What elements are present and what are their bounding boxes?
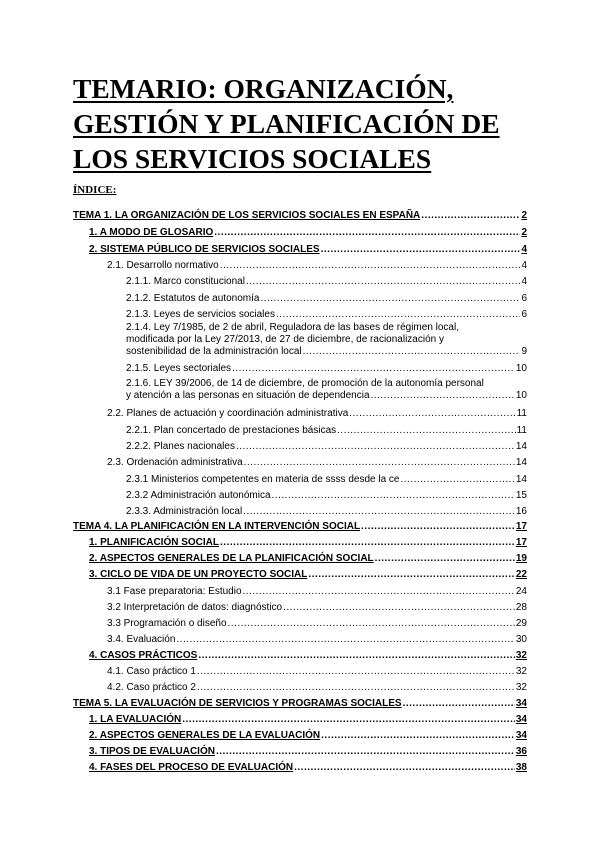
toc-entry[interactable]: 4.1. Caso práctico 1 ..... 32: [107, 664, 527, 678]
toc-entry[interactable]: 4.2. Caso práctico 2 ..... 32: [107, 680, 527, 694]
toc-entry[interactable]: 2.3.1 Ministerios competentes en materia de ssss desde la ce ..... 14: [126, 472, 527, 486]
title-line: TEMARIO: ORGANIZACIÓN,: [73, 73, 454, 104]
toc-entry[interactable]: 3.4. Evaluación ..... 30: [107, 632, 527, 646]
toc-entry[interactable]: 2.1.2. Estatutos de autonomía ..... 6: [126, 291, 527, 305]
toc-entry[interactable]: 2. ASPECTOS GENERALES DE LA EVALUACIÓN ..... 34: [89, 728, 527, 742]
toc-entry[interactable]: TEMA 4. LA PLANIFICACIÓN EN LA INTERVENCIÓN SOCIAL ..... 17: [73, 519, 527, 533]
toc-entry[interactable]: 2.2.2. Planes nacionales ..... 14: [126, 439, 527, 453]
toc-entry-multiline[interactable]: 2.1.4. Ley 7/1985, de 2 de abril, Reguladora de las bases de régimen local, modificada por la Ley 27/2013, de 27 de diciembre, de racionalización y sostenibilidad de la administración local ..... 9: [126, 322, 527, 358]
toc-entry[interactable]: 2.1.1. Marco constitucional ..... 4: [126, 274, 527, 288]
toc-entry[interactable]: 3. CICLO DE VIDA DE UN PROYECTO SOCIAL ..... 22: [89, 567, 527, 581]
toc-entry[interactable]: 3.1 Fase preparatoria: Estudio ..... 24: [107, 584, 527, 598]
toc-entry[interactable]: 2.2.1. Plan concertado de prestaciones básicas ..... 11: [126, 423, 527, 437]
index-heading: ÍNDICE:: [73, 184, 117, 196]
toc-entry[interactable]: 2.1.3. Leyes de servicios sociales ..... 6: [126, 307, 527, 321]
title-line: GESTIÓN Y PLANIFICACIÓN DE: [73, 108, 500, 139]
toc-entry[interactable]: 2.3. Ordenación administrativa ..... 14: [107, 455, 527, 469]
toc-entry[interactable]: 3.2 Interpretación de datos: diagnóstico ..... 28: [107, 600, 527, 614]
toc-entry-multiline[interactable]: 2.1.6. LEY 39/2006, de 14 de diciembre, de promoción de la autonomía personal y atención a las personas en situación de dependencia ..... 10: [126, 378, 527, 402]
toc-entry[interactable]: 1. A MODO DE GLOSARIO ..... 2: [89, 225, 527, 239]
toc-entry[interactable]: 2.3.3. Administración local ..... 16: [126, 504, 527, 518]
toc-entry[interactable]: TEMA 1. LA ORGANIZACIÓN DE LOS SERVICIOS SOCIALES EN ESPAÑA ..... 2: [73, 208, 527, 222]
toc-entry[interactable]: 1. LA EVALUACIÓN ..... 34: [89, 712, 527, 726]
toc-entry[interactable]: 4. CASOS PRÁCTICOS ..... 32: [89, 648, 527, 662]
toc-entry[interactable]: 2.1. Desarrollo normativo ..... 4: [107, 258, 527, 272]
toc-entry[interactable]: 1. PLANIFICACIÓN SOCIAL ..... 17: [89, 535, 527, 549]
toc-entry[interactable]: 3.3 Programación o diseño ..... 29: [107, 616, 527, 630]
toc-entry[interactable]: 2. SISTEMA PÚBLICO DE SERVICIOS SOCIALES ..... 4: [89, 242, 527, 256]
toc-entry[interactable]: TEMA 5. LA EVALUACIÓN DE SERVICIOS Y PROGRAMAS SOCIALES ..... 34: [73, 696, 527, 710]
toc-entry[interactable]: 2.3.2 Administración autonómica ..... 15: [126, 488, 527, 502]
toc-entry[interactable]: 4. FASES DEL PROCESO DE EVALUACIÓN ..... 38: [89, 760, 527, 774]
toc-entry[interactable]: 3. TIPOS DE EVALUACIÓN ..... 36: [89, 744, 527, 758]
toc-entry[interactable]: 2. ASPECTOS GENERALES DE LA PLANIFICACIÓN SOCIAL ..... 19: [89, 551, 527, 565]
toc-entry[interactable]: 2.1.5. Leyes sectoriales ..... 10: [126, 361, 527, 375]
toc-entry[interactable]: 2.2. Planes de actuación y coordinación administrativa ..... 11: [107, 406, 527, 420]
title-line: LOS SERVICIOS SOCIALES: [73, 143, 432, 174]
